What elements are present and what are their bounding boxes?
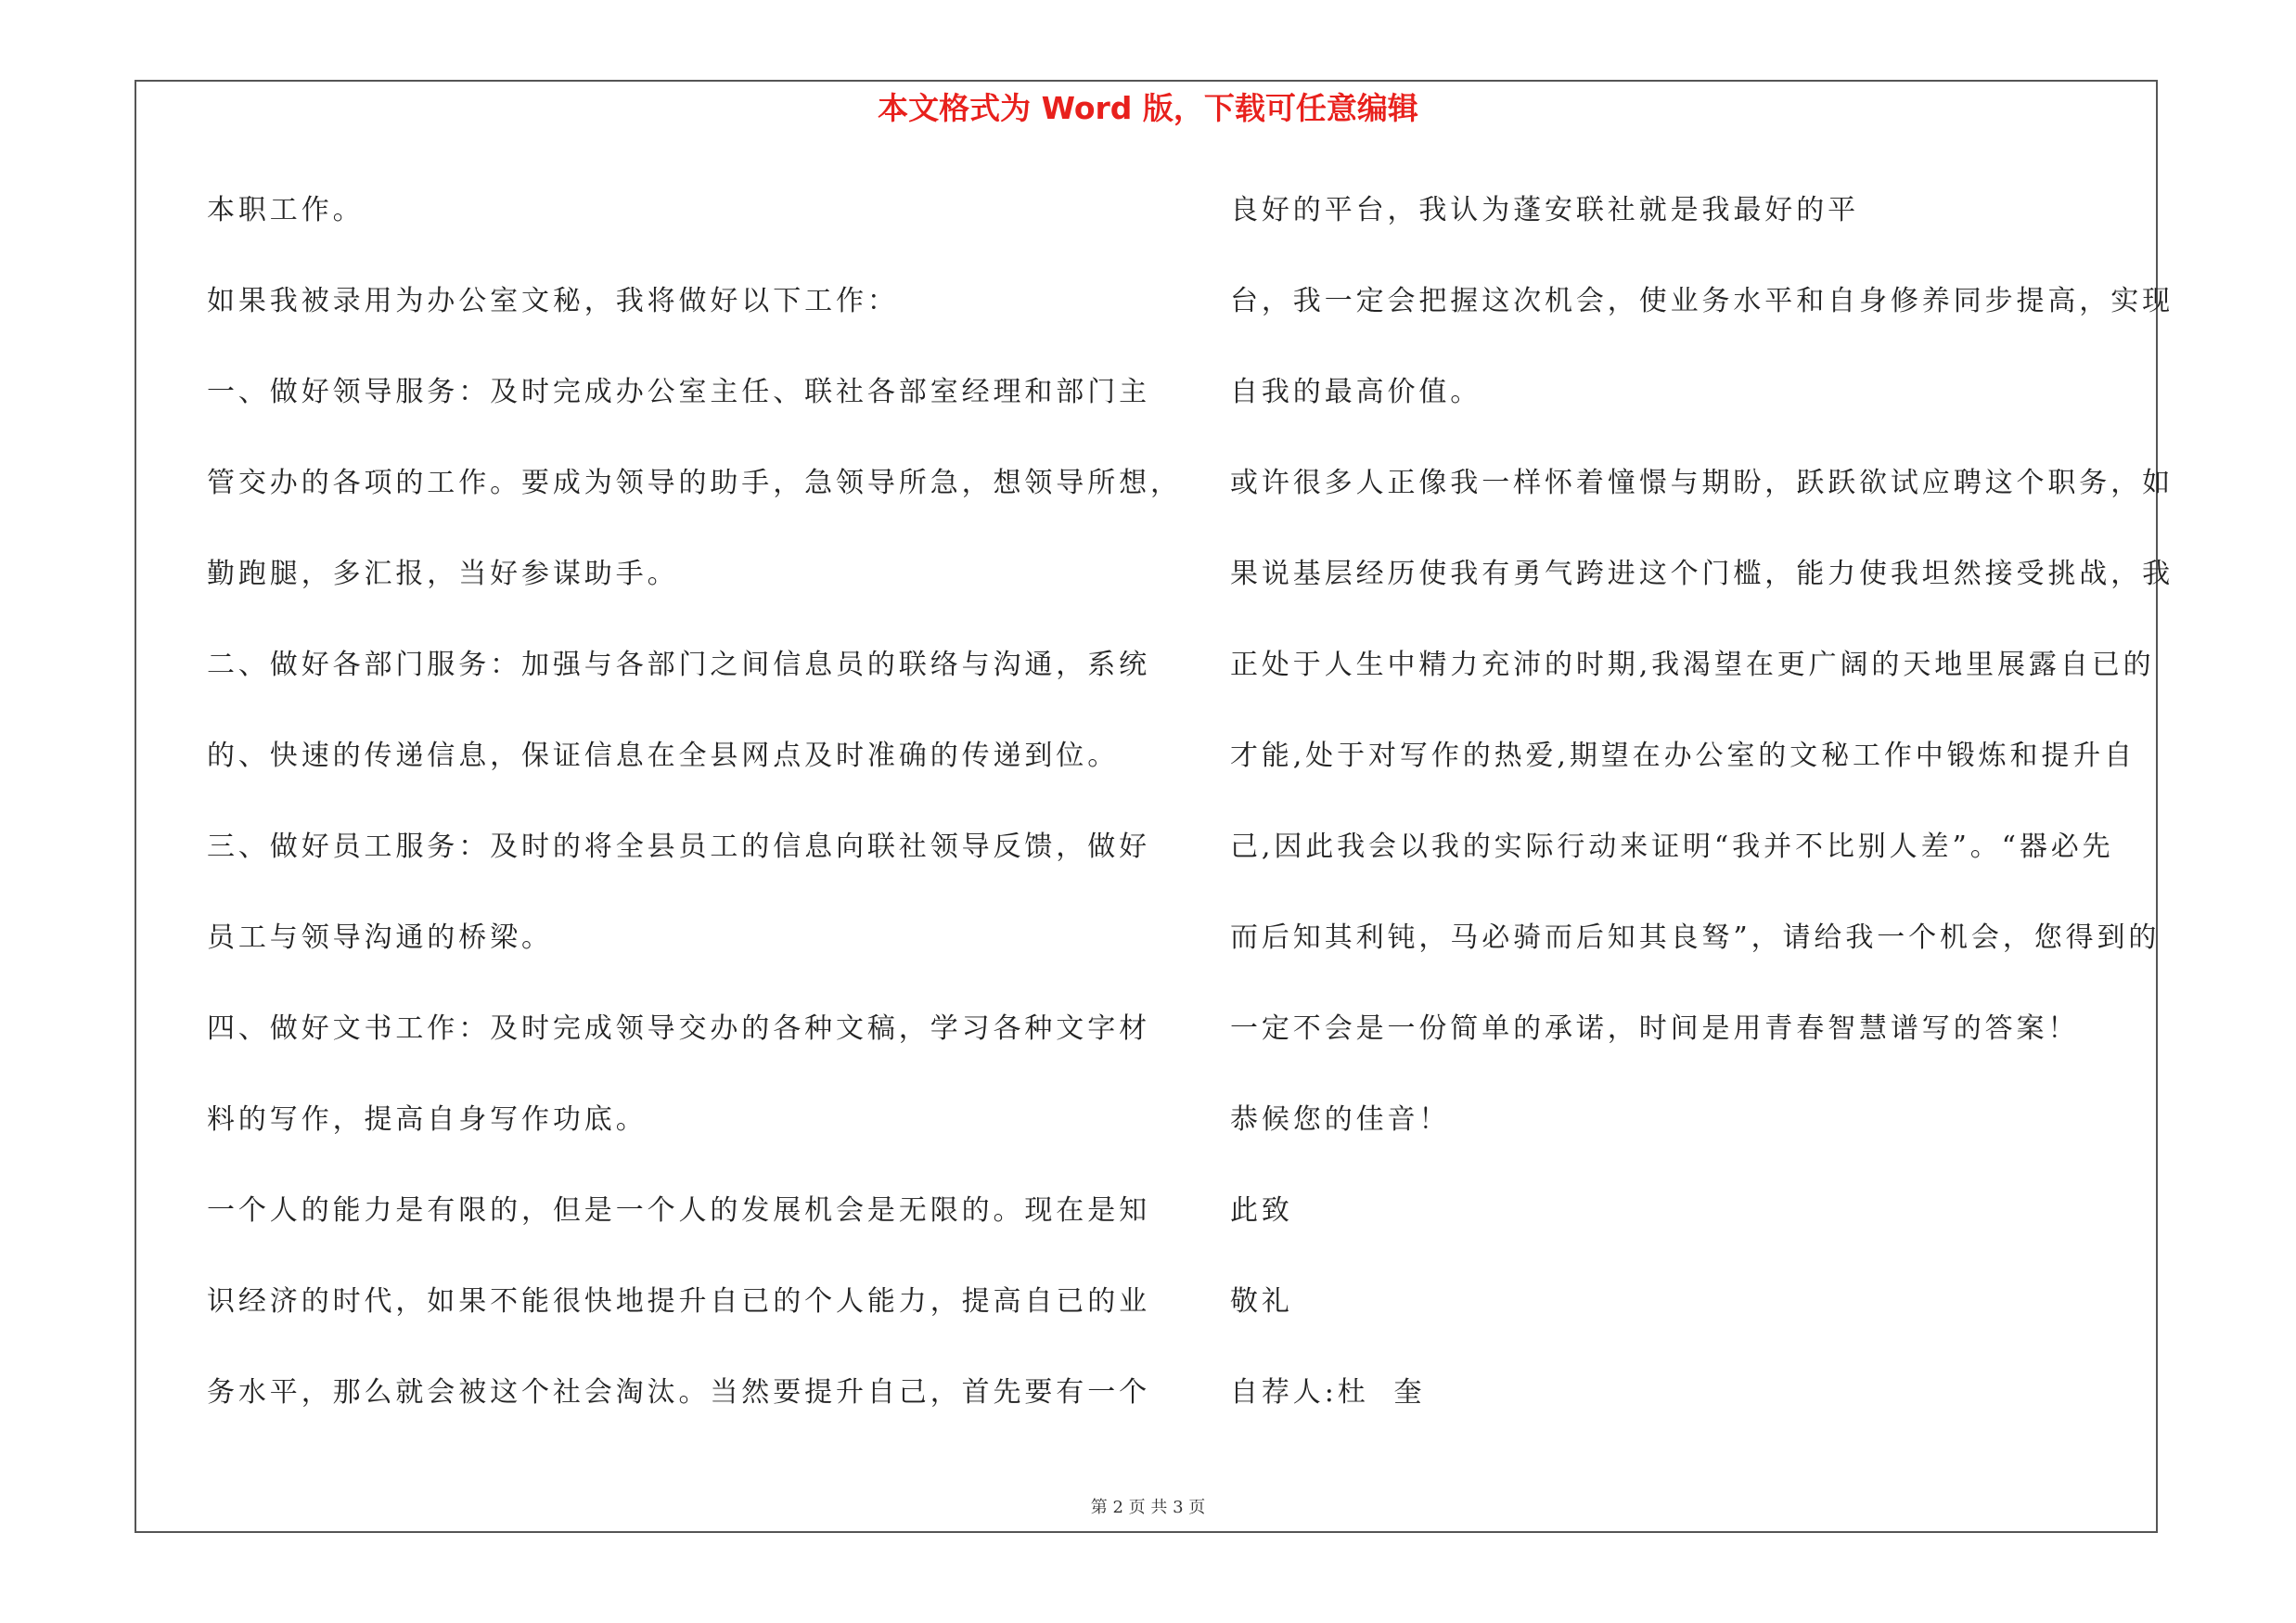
text-line: 管交办的各项的工作。要成为领导的助手，急领导所急，想领导所想，	[207, 467, 1182, 499]
text-line: 识经济的时代，如果不能很快地提升自已的个人能力，提高自已的业	[207, 1285, 1150, 1318]
page-number-footer: 第 2 页 共 3 页	[1090, 1498, 1206, 1517]
text-line: 如果我被录用为办公室文秘，我将做好以下工作：	[207, 285, 899, 317]
text-line: 一、做好领导服务：及时完成办公室主任、联社各部室经理和部门主	[207, 376, 1150, 408]
text-line: 台，我一定会把握这次机会，使业务水平和自身修养同步提高，实现	[1230, 285, 2174, 317]
text-line: 二、做好各部门服务：加强与各部门之间信息员的联络与沟通，系统	[207, 649, 1150, 681]
text-line: 员工与领导沟通的桥梁。	[207, 921, 553, 954]
text-line: 的、快速的传递信息，保证信息在全县网点及时准确的传递到位。	[207, 740, 1120, 772]
text-line: 一定不会是一份简单的承诺，时间是用青春智慧谱写的答案！	[1230, 1012, 2080, 1045]
text-line: 而后知其利钝，马必骑而后知其良驽”，请给我一个机会，您得到的	[1230, 921, 2161, 954]
text-line: 此致	[1230, 1194, 1293, 1227]
text-line: 良好的平台，我认为蓬安联社就是我最好的平	[1230, 194, 1859, 226]
text-line: 本职工作。	[207, 194, 365, 226]
text-line: 自我的最高价值。	[1230, 376, 1482, 408]
text-line: 正处于人生中精力充沛的时期,我渴望在更广阔的天地里展露自已的	[1230, 649, 2155, 681]
format-banner: 本文格式为 Word 版，下载可任意编辑	[878, 90, 1418, 126]
text-line: 果说基层经历使我有勇气跨进这个门槛，能力使我坦然接受挑战，我	[1230, 558, 2174, 590]
text-line: 三、做好员工服务：及时的将全县员工的信息向联社领导反馈，做好	[207, 831, 1150, 863]
text-line: 四、做好文书工作：及时完成领导交办的各种文稿，学习各种文字材	[207, 1012, 1150, 1045]
signature-line: 自荐人:杜 奎	[1230, 1376, 1426, 1409]
right-text-column	[1230, 186, 2174, 1459]
left-text-column	[207, 186, 1182, 1459]
text-line: 己,因此我会以我的实际行动来证明“我并不比别人差”。“器必先	[1230, 831, 2114, 863]
text-line: 恭候您的佳音！	[1230, 1103, 1451, 1136]
text-line: 或许很多人正像我一样怀着憧憬与期盼，跃跃欲试应聘这个职务，如	[1230, 467, 2174, 499]
text-line: 才能,处于对写作的热爱,期望在办公室的文秘工作中锻炼和提升自	[1230, 740, 2136, 772]
text-line: 务水平，那么就会被这个社会淘汰。当然要提升自己，首先要有一个	[207, 1376, 1150, 1409]
text-line: 勤跑腿，多汇报，当好参谋助手。	[207, 558, 679, 590]
text-line: 一个人的能力是有限的，但是一个人的发展机会是无限的。现在是知	[207, 1194, 1150, 1227]
text-line: 料的写作，提高自身写作功底。	[207, 1103, 648, 1136]
text-line: 敬礼	[1230, 1285, 1293, 1318]
